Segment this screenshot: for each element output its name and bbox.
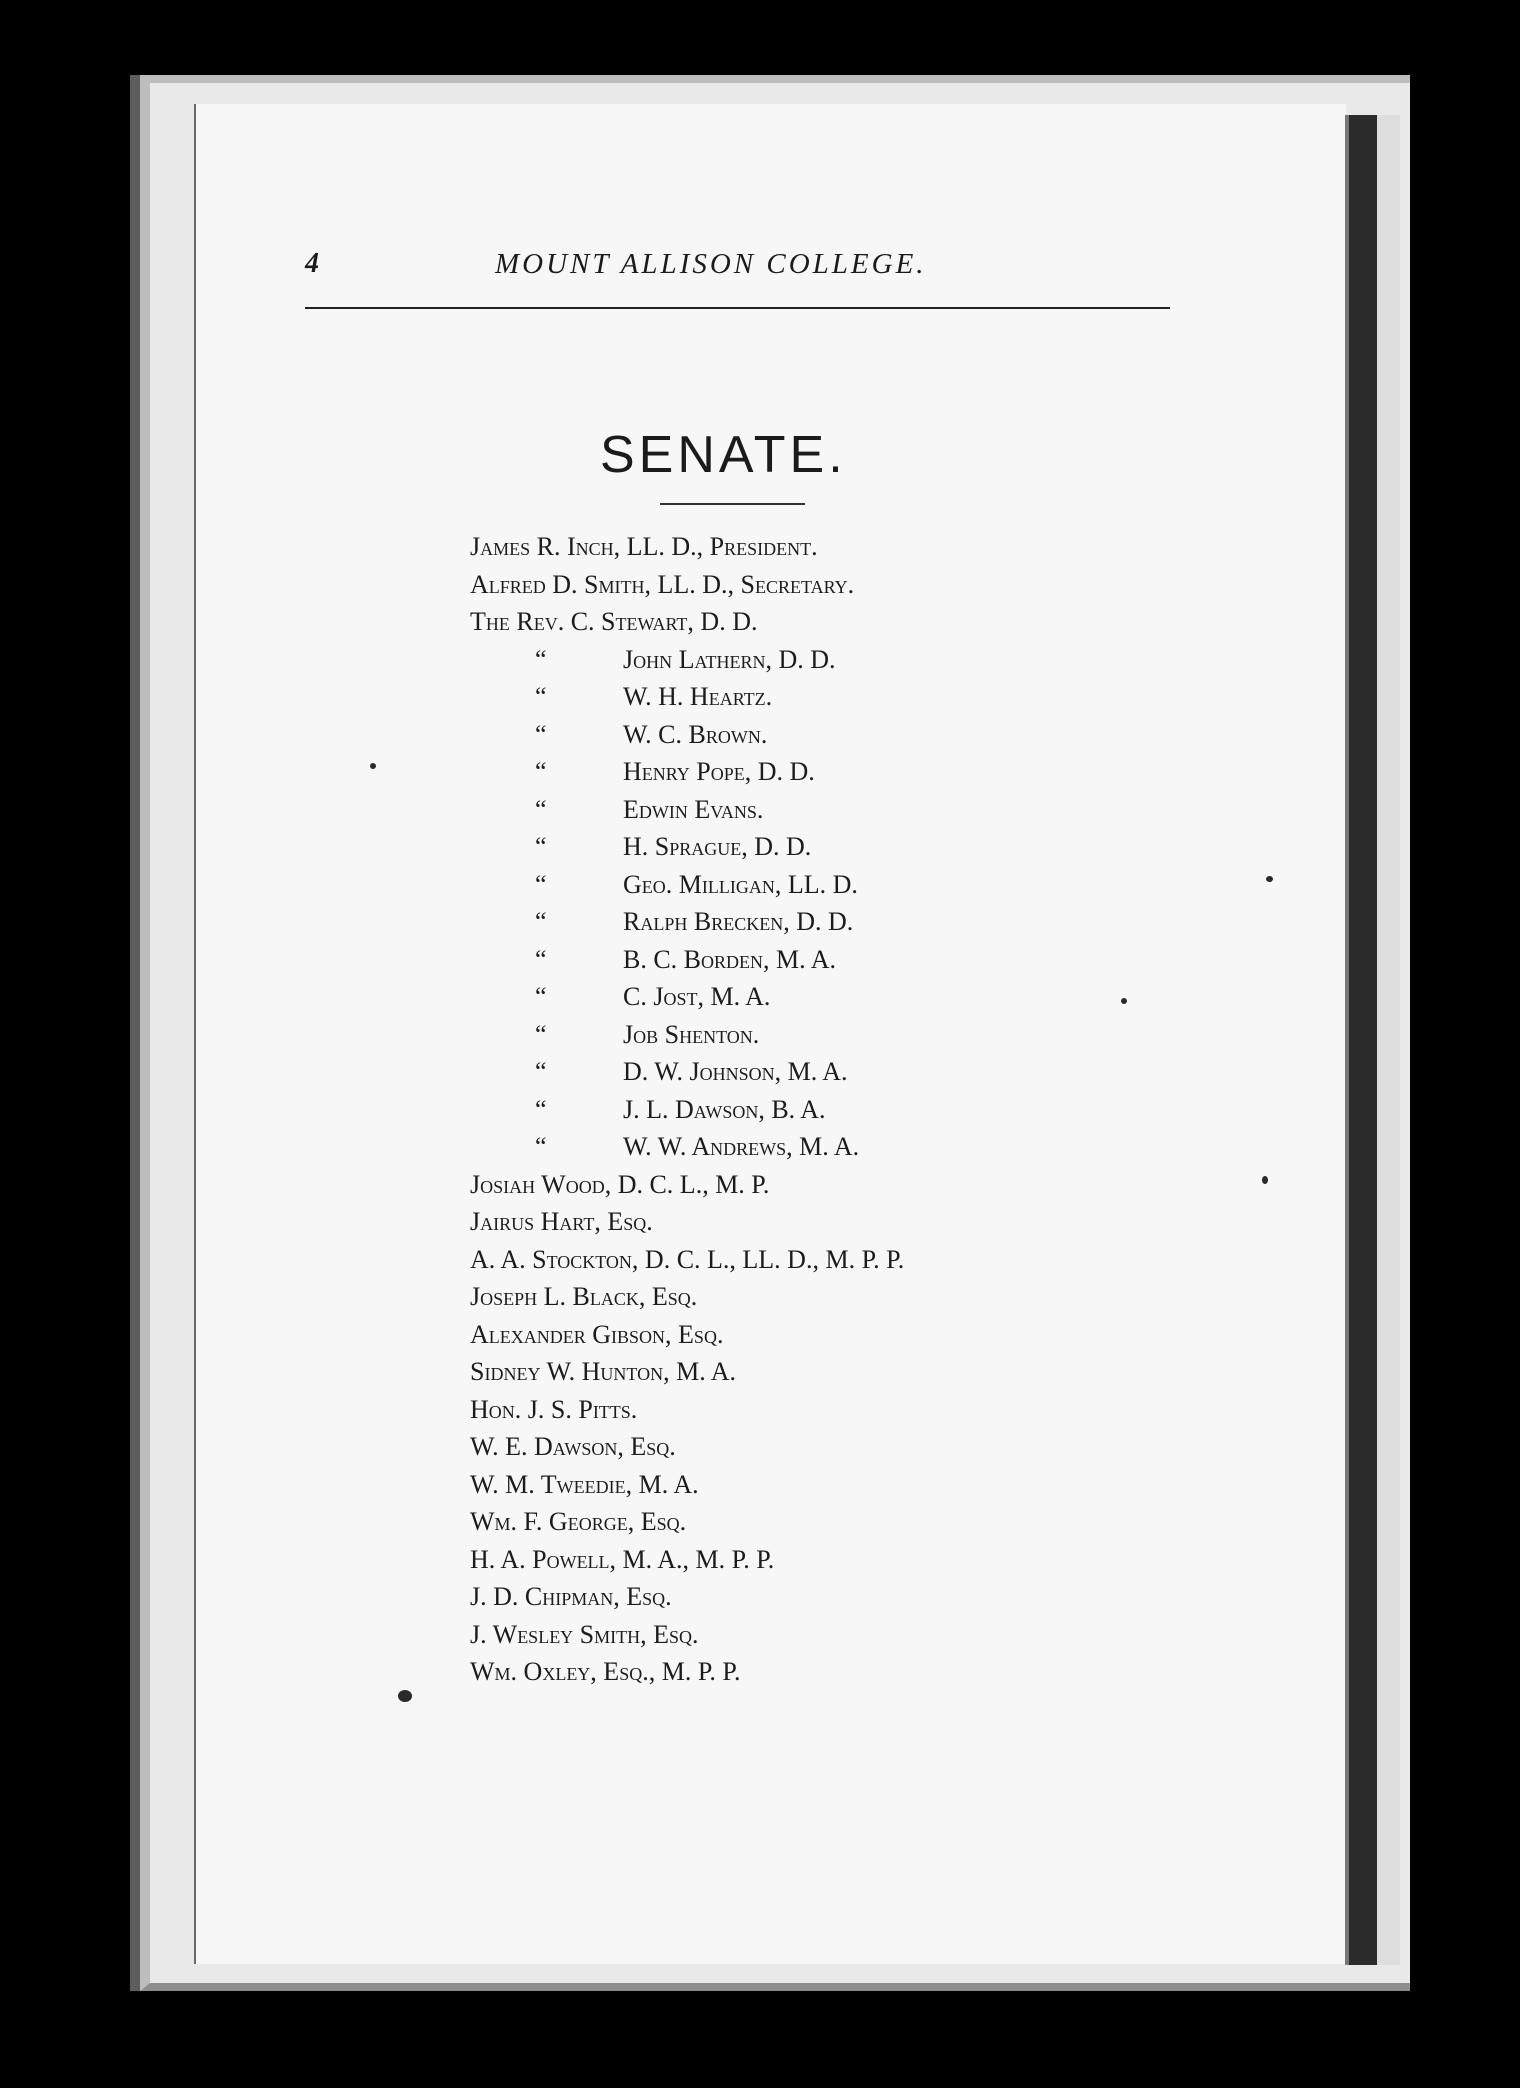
member-name: Wm. Oxley, Esq., M. P. P. (470, 1657, 741, 1686)
member-name: John Lathern, D. D. (623, 644, 836, 674)
member-name: H. Sprague, D. D. (623, 832, 812, 861)
ditto-mark: “ (535, 907, 547, 936)
member-name: W. C. Brown. (623, 719, 768, 749)
book-gutter (1345, 115, 1381, 1965)
senate-member-row (470, 1241, 1090, 1279)
running-head: MOUNT ALLISON COLLEGE. (495, 248, 927, 280)
member-name: A. A. Stockton, D. C. L., LL. D., M. P. P. (470, 1244, 905, 1274)
member-name: C. Jost, M. A. (623, 982, 771, 1011)
page-number: 4 (305, 248, 319, 279)
senate-member-row (470, 1428, 1090, 1466)
page-header (305, 248, 1170, 288)
member-name: D. W. Johnson, M. A. (623, 1057, 848, 1086)
ditto-mark: “ (535, 832, 547, 861)
senate-member-row (470, 1578, 1090, 1616)
senate-member-row (470, 678, 1090, 716)
senate-member-row (470, 566, 1090, 604)
member-name: W. H. Heartz. (623, 682, 773, 711)
member-name: James R. Inch, LL. D., President. (470, 532, 818, 561)
senate-member-row (470, 1203, 1090, 1241)
ditto-mark: “ (535, 644, 547, 674)
ditto-mark: “ (535, 682, 547, 711)
senate-member-row (470, 1353, 1090, 1391)
ditto-mark: “ (535, 1132, 547, 1161)
member-name: Josiah Wood, D. C. L., M. P. (470, 1169, 770, 1199)
senate-member-row (470, 828, 1090, 866)
senate-member-row (470, 753, 1090, 791)
member-name: Alexander Gibson, Esq. (470, 1319, 724, 1349)
senate-member-row (470, 1616, 1090, 1654)
member-name: Alfred D. Smith, LL. D., Secretary. (470, 569, 855, 599)
ditto-mark: “ (535, 719, 547, 749)
ditto-mark: “ (535, 1094, 547, 1124)
member-name: J. L. Dawson, B. A. (623, 1094, 826, 1124)
title-rule (660, 503, 805, 505)
senate-member-row (470, 1166, 1090, 1204)
scan-speck (398, 1690, 412, 1702)
senate-member-row (470, 1278, 1090, 1316)
member-name: Hon. J. S. Pitts. (470, 1394, 638, 1424)
member-name: W. W. Andrews, M. A. (623, 1132, 860, 1161)
member-name: Geo. Milligan, LL. D. (623, 869, 858, 899)
member-name: Jairus Hart, Esq. (470, 1207, 653, 1236)
member-name: W. E. Dawson, Esq. (470, 1432, 676, 1461)
facing-page-edge (1377, 115, 1400, 1965)
member-name: J. Wesley Smith, Esq. (470, 1619, 699, 1649)
senate-member-row (470, 1316, 1090, 1354)
senate-member-row (470, 716, 1090, 754)
ditto-mark: “ (535, 982, 547, 1011)
member-name: Wm. F. George, Esq. (470, 1507, 687, 1536)
member-name: B. C. Borden, M. A. (623, 944, 836, 974)
member-name: H. A. Powell, M. A., M. P. P. (470, 1544, 775, 1574)
member-name: Joseph L. Black, Esq. (470, 1282, 698, 1311)
ditto-mark: “ (535, 757, 547, 786)
senate-member-row (470, 528, 1090, 566)
senate-member-row (470, 1091, 1090, 1129)
member-name: Edwin Evans. (623, 794, 764, 824)
member-name: Henry Pope, D. D. (623, 757, 815, 786)
senate-member-row (470, 978, 1090, 1016)
senate-member-row (470, 1653, 1090, 1691)
member-name: Sidney W. Hunton, M. A. (470, 1357, 737, 1386)
ditto-mark: “ (535, 869, 547, 899)
senate-member-row (470, 1128, 1090, 1166)
senate-member-row (470, 903, 1090, 941)
ditto-mark: “ (535, 944, 547, 974)
header-rule (305, 307, 1170, 309)
ditto-mark: “ (535, 794, 547, 824)
senate-member-row (470, 1391, 1090, 1429)
member-name: Ralph Brecken, D. D. (623, 907, 854, 936)
senate-member-row (470, 641, 1090, 679)
scan-speck (1121, 998, 1127, 1004)
member-name: J. D. Chipman, Esq. (470, 1582, 672, 1611)
senate-member-row (470, 1466, 1090, 1504)
scan-speck (1266, 876, 1273, 882)
ditto-mark: “ (535, 1019, 547, 1049)
senate-member-row (470, 1503, 1090, 1541)
scan-speck (370, 763, 376, 769)
senate-member-row (470, 1016, 1090, 1054)
section-title: SENATE. (600, 426, 847, 484)
senate-member-row (470, 791, 1090, 829)
ditto-mark: “ (535, 1057, 547, 1086)
member-name: W. M. Tweedie, M. A. (470, 1469, 699, 1499)
senate-member-row (470, 1541, 1090, 1579)
senate-member-row (470, 1053, 1090, 1091)
senate-member-list (470, 528, 1090, 1691)
senate-member-row (470, 603, 1090, 641)
senate-member-row (470, 866, 1090, 904)
member-name: The Rev. C. Stewart, D. D. (470, 607, 758, 636)
member-name: Job Shenton. (623, 1019, 760, 1049)
senate-member-row (470, 941, 1090, 979)
scan-speck (1262, 1176, 1268, 1184)
